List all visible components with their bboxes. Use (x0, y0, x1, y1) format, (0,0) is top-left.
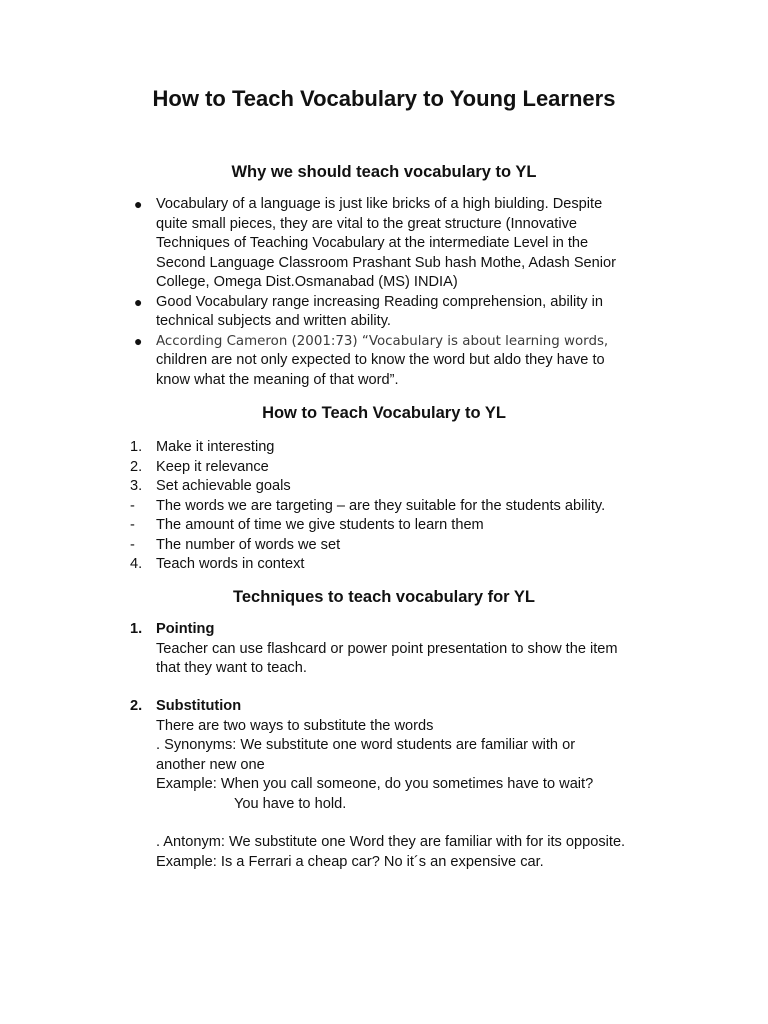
technique-title: Substitution (156, 698, 242, 714)
step-text: Set achievable goals (156, 478, 291, 494)
step-text: Keep it relevance (156, 458, 269, 475)
list-item (130, 477, 690, 497)
technique-substitution (130, 697, 710, 872)
list-marker: - (130, 517, 135, 533)
step-text: Make it interesting (156, 439, 275, 455)
list-item (130, 536, 690, 556)
list-item (130, 516, 690, 536)
bullet-line: College, Omega Dist.Osmanabad (MS) INDIA) (156, 274, 458, 290)
technique-pointing (130, 620, 710, 679)
list-item (130, 332, 690, 391)
list-item (130, 697, 710, 872)
list-item (130, 438, 690, 458)
technique-title: Pointing (156, 621, 215, 637)
list-item (130, 458, 690, 478)
how-step-list (130, 438, 690, 575)
list-marker: 3. (130, 478, 143, 494)
technique-line: that they want to teach. (156, 660, 307, 676)
list-item (130, 555, 690, 575)
list-item (130, 195, 690, 293)
why-bullet-list (130, 195, 690, 390)
bullet-line: technical subjects and written ability. (156, 313, 391, 329)
technique-line: . Antonym: We substitute one Word they are familiar with for its opposite. (156, 834, 626, 850)
list-marker: 1. (130, 439, 143, 455)
list-item (130, 293, 690, 332)
list-item (130, 620, 710, 679)
bullet-icon: ● (134, 293, 143, 310)
step-text: The words we are targeting – are they suitable for the students ability. (156, 497, 606, 514)
section-heading-techniques: Techniques to teach vocabulary for YL (233, 588, 535, 606)
list-marker: 1. (130, 621, 143, 637)
document-title: How to Teach Vocabulary to Young Learners (152, 86, 616, 111)
bullet-line: Vocabulary of a language is just like bricks of a high biulding. Despite (156, 196, 603, 212)
technique-line: Example: When you call someone, do you sometimes have to wait? (156, 776, 594, 792)
step-text: Teach words in context (156, 556, 305, 572)
technique-line: Teacher can use flashcard or power point presentation to show the item (156, 640, 618, 657)
bullet-line: Techniques of Teaching Vocabulary at the intermediate Level in the (156, 235, 589, 251)
section-heading-how: How to Teach Vocabulary to YL (262, 404, 506, 422)
bullet-line: quite small pieces, they are vital to the great structure (Innovative (156, 215, 577, 232)
bullet-line: children are not only expected to know the word but aldo they have to (156, 352, 605, 368)
technique-line: Example: Is a Ferrari a cheap car? No it´s an expensive car. (156, 853, 544, 870)
blank-line (156, 814, 710, 833)
quote-line: According Cameron (2001:73) “Vocabulary is about learning words, (156, 333, 609, 349)
bullet-line: Good Vocabulary range increasing Reading comprehension, ability in (156, 293, 604, 310)
bullet-icon: ● (134, 332, 143, 349)
technique-line: . Synonyms: We substitute one word students are familiar with or (156, 737, 576, 753)
technique-line: There are two ways to substitute the words (156, 717, 434, 734)
list-marker: 2. (130, 458, 143, 475)
list-item (130, 497, 690, 517)
list-marker: 2. (130, 698, 143, 714)
list-marker: 4. (130, 556, 143, 572)
list-marker: - (130, 497, 135, 514)
bullet-icon: ● (134, 196, 143, 212)
step-text: The amount of time we give students to learn them (156, 517, 484, 533)
technique-line: another new one (156, 756, 265, 773)
list-marker: - (130, 536, 135, 553)
technique-line: You have to hold. (234, 795, 347, 812)
section-heading-why: Why we should teach vocabulary to YL (231, 163, 537, 181)
step-text: The number of words we set (156, 536, 341, 553)
bullet-line: Second Language Classroom Prashant Sub hash Mothe, Adash Senior (156, 254, 617, 271)
bullet-line: know what the meaning of that word”. (156, 371, 399, 388)
